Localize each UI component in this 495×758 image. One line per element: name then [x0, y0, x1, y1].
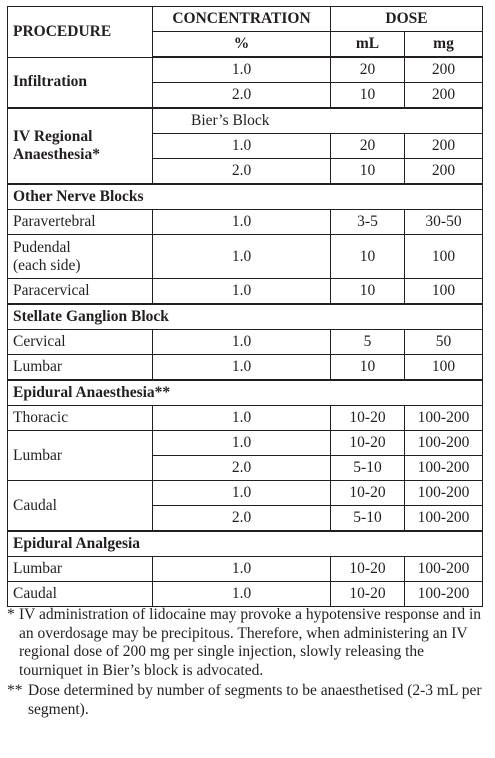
- dose-ml-cell: 10-20: [331, 481, 405, 506]
- dose-ml-cell: 3-5: [331, 210, 405, 235]
- concentration-cell: 1.0: [153, 481, 331, 506]
- table-row: [8, 380, 483, 406]
- dose-mg-cell: 200: [405, 83, 483, 109]
- concentration-cell: 1.0: [153, 330, 331, 355]
- concentration-cell: 1.0: [153, 134, 331, 159]
- table-row: [8, 355, 483, 381]
- dosage-table: [7, 6, 483, 607]
- dose-mg-cell: 100: [405, 279, 483, 305]
- concentration-cell: 1.0: [153, 279, 331, 305]
- table-row: [8, 279, 483, 305]
- table-row: [8, 235, 483, 279]
- procedure-cervical: Cervical: [8, 330, 153, 355]
- dose-mg-cell: 100-200: [405, 582, 483, 607]
- procedure-iv-regional: [8, 108, 153, 184]
- procedure-paracervical: Paracervical: [8, 279, 153, 305]
- table-row: [8, 184, 483, 210]
- section-heading-stellate-ganglion-block: Stellate Ganglion Block: [8, 304, 483, 330]
- dose-ml-cell: 10: [331, 83, 405, 109]
- footnotes: [7, 606, 483, 719]
- dose-ml-cell: 10: [331, 279, 405, 305]
- concentration-cell: 2.0: [153, 159, 331, 185]
- dose-mg-cell: 200: [405, 134, 483, 159]
- table-row: [8, 210, 483, 235]
- concentration-cell: 1.0: [153, 406, 331, 431]
- concentration-cell: 1.0: [153, 557, 331, 582]
- footnote-text: Dose determined by number of segments to be anaesthetised (2-3 mL per segment).: [28, 682, 482, 718]
- footnote-marker: *: [7, 606, 15, 623]
- concentration-header: CONCENTRATION: [153, 7, 331, 32]
- mg-unit-header: mg: [405, 32, 483, 58]
- procedure-infiltration: Infiltration: [8, 57, 153, 108]
- footnote-single-asterisk: [7, 606, 483, 680]
- procedure-lumbar: Lumbar: [8, 557, 153, 582]
- footnote-text: IV administration of lidocaine may provoke a hypotensive response and in an overdosage may be precipitous. Therefore, when administering an IV regional dose of 200 mg per single injection, slowly releasing the tourniquet in Bier’s block is advocated.: [19, 606, 482, 679]
- dose-mg-cell: 100-200: [405, 406, 483, 431]
- footnote-double-asterisk: [7, 682, 483, 719]
- biers-block-subheading: Bier’s Block: [153, 108, 483, 134]
- dose-mg-cell: 30-50: [405, 210, 483, 235]
- table-row: [8, 557, 483, 582]
- section-heading-other-nerve-blocks: Other Nerve Blocks: [8, 184, 483, 210]
- concentration-cell: 2.0: [153, 83, 331, 109]
- concentration-cell: 1.0: [153, 210, 331, 235]
- procedure-caudal: Caudal: [8, 582, 153, 607]
- table-row: [8, 481, 483, 506]
- procedure-lumbar: Lumbar: [8, 355, 153, 381]
- iv-regional-label-line2: Anaesthesia*: [13, 146, 100, 163]
- section-heading-epidural-analgesia: Epidural Analgesia: [8, 531, 483, 557]
- procedure-thoracic: Thoracic: [8, 406, 153, 431]
- procedure-header: PROCEDURE: [8, 7, 153, 58]
- dose-ml-cell: 5: [331, 330, 405, 355]
- dose-mg-cell: 100-200: [405, 557, 483, 582]
- concentration-cell: 1.0: [153, 431, 331, 456]
- dose-mg-cell: 100-200: [405, 456, 483, 481]
- dose-mg-cell: 200: [405, 57, 483, 83]
- dose-ml-cell: 10-20: [331, 406, 405, 431]
- dose-header: DOSE: [331, 7, 483, 32]
- procedure-caudal: Caudal: [8, 481, 153, 532]
- table-row: [8, 431, 483, 456]
- table-row: [8, 57, 483, 83]
- dose-mg-cell: 50: [405, 330, 483, 355]
- table-row: [8, 304, 483, 330]
- dose-mg-cell: 100-200: [405, 506, 483, 532]
- table-row: [8, 531, 483, 557]
- pudendal-label-line2: (each side): [13, 256, 81, 274]
- iv-regional-label-line1: IV Regional: [13, 128, 93, 145]
- dose-mg-cell: 100: [405, 235, 483, 279]
- concentration-cell: 1.0: [153, 235, 331, 279]
- dose-ml-cell: 10-20: [331, 431, 405, 456]
- concentration-cell: 1.0: [153, 582, 331, 607]
- ml-unit-header: mL: [331, 32, 405, 58]
- dose-ml-cell: 10: [331, 355, 405, 381]
- table-row: [8, 330, 483, 355]
- procedure-lumbar: Lumbar: [8, 431, 153, 481]
- dose-mg-cell: 100: [405, 355, 483, 381]
- dose-ml-cell: 10: [331, 235, 405, 279]
- dose-ml-cell: 20: [331, 57, 405, 83]
- dose-ml-cell: 10: [331, 159, 405, 185]
- section-heading-epidural-anaesthesia: Epidural Anaesthesia**: [8, 380, 483, 406]
- footnote-marker: **: [7, 682, 23, 699]
- table-row: [8, 406, 483, 431]
- table-row: [8, 108, 483, 134]
- dose-ml-cell: 20: [331, 134, 405, 159]
- dose-ml-cell: 5-10: [331, 456, 405, 481]
- table-row: [8, 582, 483, 607]
- dose-mg-cell: 200: [405, 159, 483, 185]
- dose-ml-cell: 5-10: [331, 506, 405, 532]
- dose-ml-cell: 10-20: [331, 557, 405, 582]
- percent-unit-header: %: [153, 32, 331, 58]
- concentration-cell: 2.0: [153, 456, 331, 481]
- dose-mg-cell: 100-200: [405, 431, 483, 456]
- concentration-cell: 1.0: [153, 355, 331, 381]
- concentration-cell: 1.0: [153, 57, 331, 83]
- dose-mg-cell: 100-200: [405, 481, 483, 506]
- procedure-pudendal: [8, 235, 153, 279]
- concentration-cell: 2.0: [153, 506, 331, 532]
- procedure-paravertebral: Paravertebral: [8, 210, 153, 235]
- dose-ml-cell: 10-20: [331, 582, 405, 607]
- pudendal-label-line1: Pudendal: [13, 238, 71, 256]
